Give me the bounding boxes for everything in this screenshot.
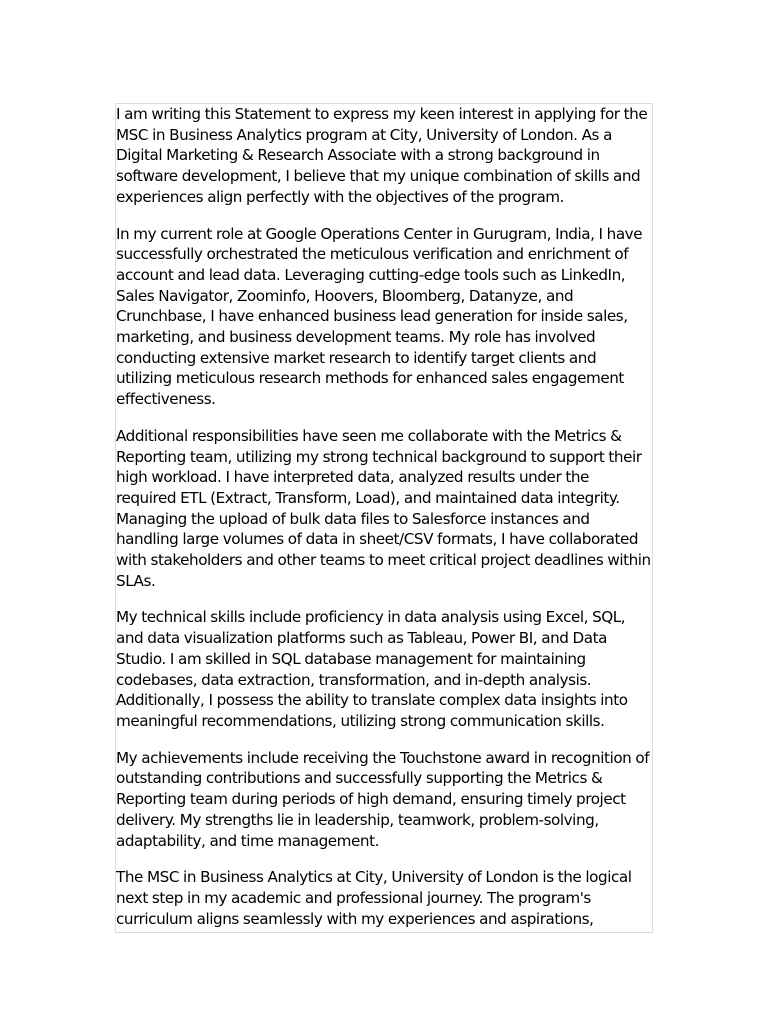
paragraph-program-fit: The MSC in Business Analytics at City, University of London is the logical next step in my academic and professional journey. The program's curriculum aligns seamlessly with my experiences and aspirations, — [116, 868, 632, 928]
text-frame — [115, 103, 653, 933]
paragraph-achievements: My achievements include receiving the Touchstone award in recognition of outstanding contributions and successfully supporting the Metrics & Reporting team during periods of high demand, ensuring timely project delivery. My strengths lie in leadership, teamwork, problem-solving, adaptability, and time management. — [116, 748, 650, 850]
paragraph-responsibilities: Additional responsibilities have seen me collaborate with the Metrics & Reporting team, utilizing my strong technical background to support their high workload. I have interpreted data, analyzed results under the required ETL (Extract, Transform, Load), and maintained data integrity. Managing the upload of bulk data files to Salesforce instances and handling large volumes of data in sheet/CSV formats, I have collaborated with stakeholders and other teams to meet critical project deadlines within SLAs. — [116, 426, 651, 590]
paragraph-current-role: In my current role at Google Operations Center in Gurugram, India, I have successfully orchestrated the meticulous verification and enrichment of account and lead data. Leveraging cutting-edge tools such as LinkedIn, Sales Navigator, Zoominfo, Hoovers, Bloomberg, Datanyze, and Crunchbase, I have enhanced business lead generation for inside sales, marketing, and business development teams. My role has involved conducting extensive market research to identify target clients and utilizing meticulous research methods for enhanced sales engagement effectiveness. — [116, 224, 643, 409]
paragraph-intro: I am writing this Statement to express my keen interest in applying for the MSC in Business Analytics program at City, University of London. As a Digital Marketing & Research Associate with a strong background in software development, I believe that my unique combination of skills and experiences align perfectly with the objectives of the program. — [116, 105, 648, 206]
paragraph-technical-skills: My technical skills include proficiency in data analysis using Excel, SQL, and data visualization platforms such as Tableau, Power BI, and Data Studio. I am skilled in SQL database management for maintaining codebases, data extraction, transformation, and in-depth analysis. Additionally, I possess the ability to translate complex data insights into meaningful recommendations, utilizing strong communication skills. — [116, 608, 628, 730]
